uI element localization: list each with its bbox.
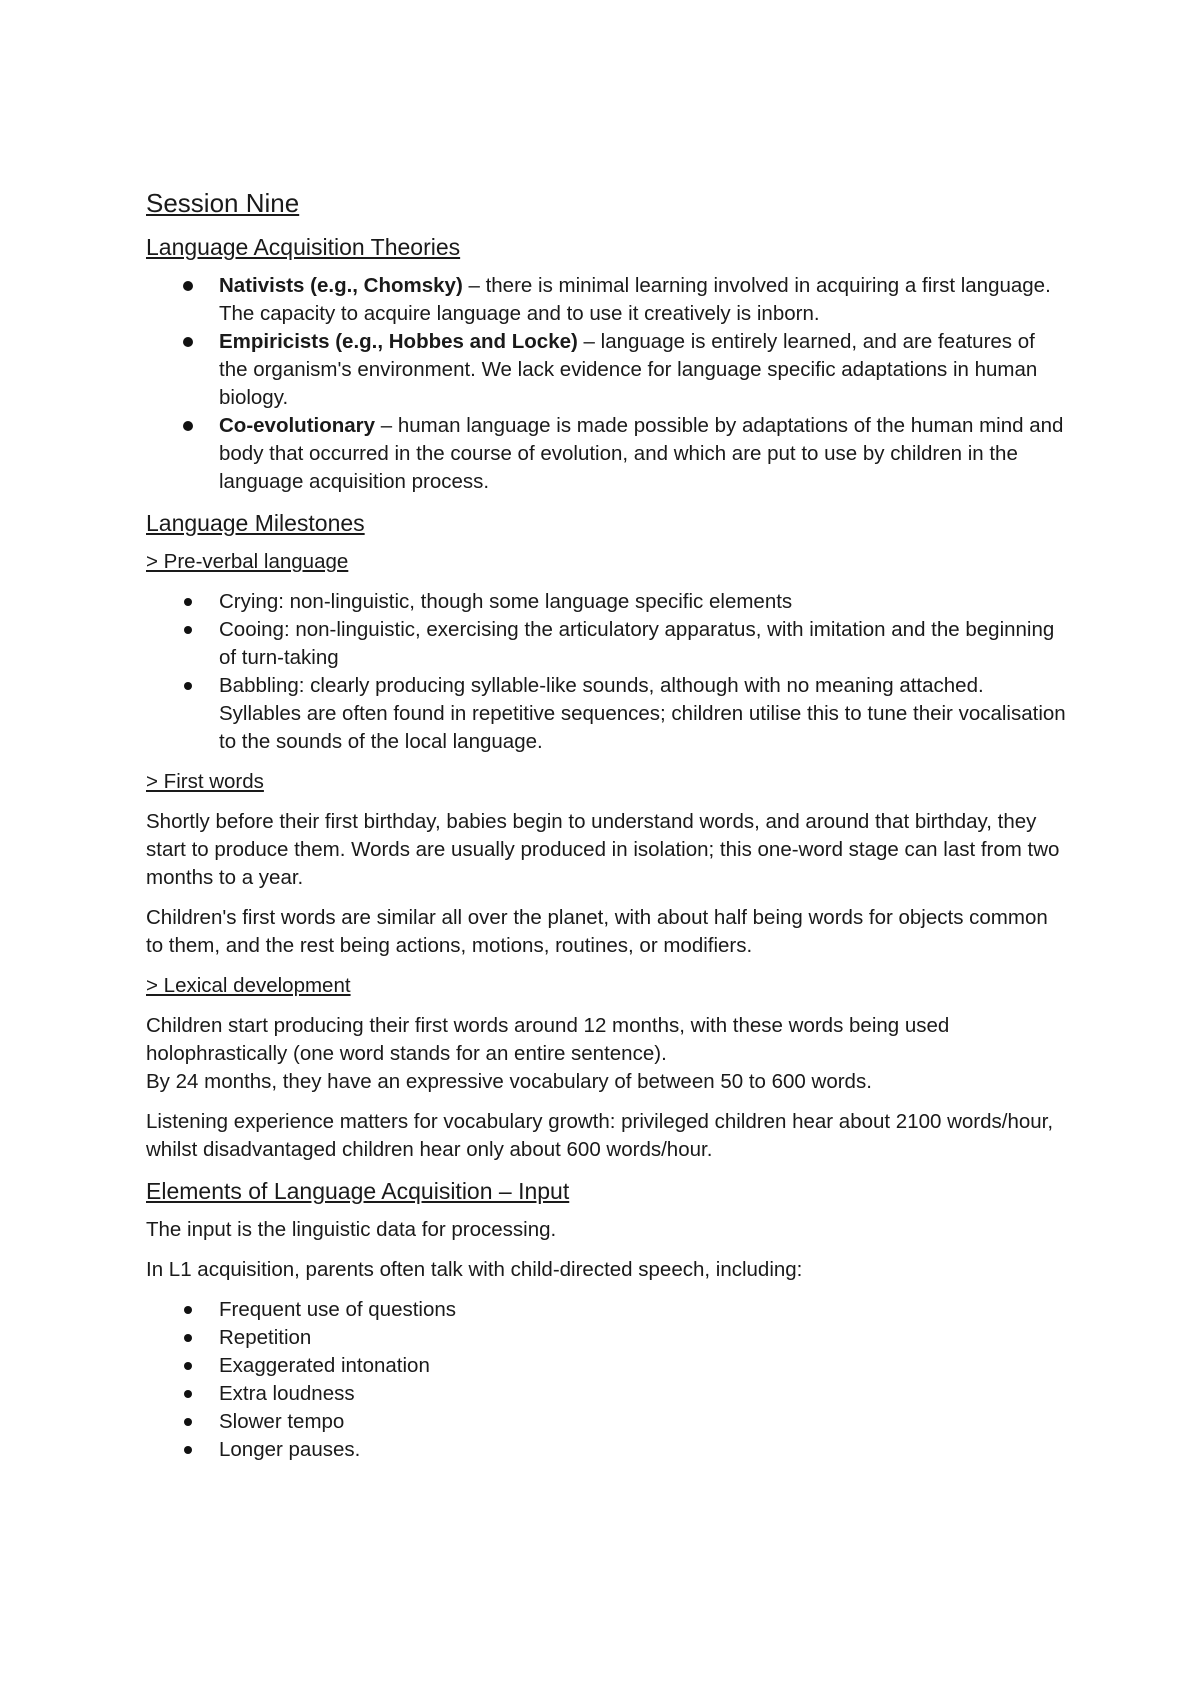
- theory-item-nativists: [146, 272, 1066, 328]
- list-item: [146, 1296, 1066, 1324]
- bullet-icon: [183, 421, 193, 431]
- list-item-text: Frequent use of questions: [219, 1298, 457, 1321]
- list-item: [146, 1436, 1066, 1464]
- bullet-icon: [183, 337, 193, 347]
- bullet-icon: [184, 1446, 192, 1454]
- document-title: Session Nine: [146, 188, 300, 218]
- input-paragraph: In L1 acquisition, parents often talk with child-directed speech, including:: [146, 1258, 803, 1281]
- theory-item-empiricists: [146, 328, 1066, 412]
- theory-description: – language is entirely learned, and are features of the organism's environment. We lack evidence for language specific adaptations in human biology.: [219, 330, 1038, 409]
- bullet-icon: [184, 682, 192, 690]
- list-item: [146, 672, 1066, 756]
- bullet-icon: [184, 1334, 192, 1342]
- lexical-line: Children start producing their first words around 12 months, with these words being used holophrastically (one word stands for an entire sentence).: [146, 1014, 950, 1065]
- lexical-line: By 24 months, they have an expressive vocabulary of between 50 to 600 words.: [146, 1070, 872, 1093]
- list-item-text: Extra loudness: [219, 1382, 355, 1405]
- input-heading: Elements of Language Acquisition – Input: [146, 1178, 570, 1204]
- first-words-paragraph: Shortly before their first birthday, babies begin to understand words, and around that birthday, they start to produce them. Words are usually produced in isolation; this one-word stage can last from two months to a year.: [146, 810, 1060, 889]
- list-item: [146, 1380, 1066, 1408]
- document-page: [146, 186, 1066, 1476]
- lexical-heading: > Lexical development: [146, 974, 351, 997]
- theory-description: – human language is made possible by adaptations of the human mind and body that occurred in the course of evolution, and which are put to use by children in the language acquisition process.: [219, 414, 1064, 493]
- bullet-icon: [184, 1418, 192, 1426]
- list-item-text: Exaggerated intonation: [219, 1354, 430, 1377]
- list-item: [146, 1408, 1066, 1436]
- theories-heading: Language Acquisition Theories: [146, 234, 461, 260]
- bullet-icon: [184, 598, 192, 606]
- input-list: [146, 1296, 1066, 1464]
- list-item-text: Longer pauses.: [219, 1438, 361, 1461]
- bullet-icon: [183, 281, 193, 291]
- theories-list: [146, 272, 1066, 496]
- lexical-paragraph: [146, 1012, 1066, 1096]
- list-item: [146, 588, 1066, 616]
- list-item: [146, 1324, 1066, 1352]
- list-item-text: Cooing: non-linguistic, exercising the articulatory apparatus, with imitation and the beginning of turn-taking: [219, 618, 1055, 669]
- input-paragraph: The input is the linguistic data for processing.: [146, 1218, 557, 1241]
- bullet-icon: [184, 1390, 192, 1398]
- theory-term: Empiricists (e.g., Hobbes and Locke): [219, 330, 578, 353]
- list-item: [146, 616, 1066, 672]
- theory-item-coevolutionary: [146, 412, 1066, 496]
- theory-term: Nativists (e.g., Chomsky): [219, 274, 463, 297]
- bullet-icon: [184, 1306, 192, 1314]
- theory-description: – there is minimal learning involved in acquiring a first language. The capacity to acquire language and to use it creatively is inborn.: [219, 274, 1051, 325]
- preverbal-list: [146, 588, 1066, 756]
- bullet-icon: [184, 626, 192, 634]
- list-item-text: Crying: non-linguistic, though some language specific elements: [219, 590, 793, 613]
- list-item-text: Babbling: clearly producing syllable-like sounds, although with no meaning attached. Syllables are often found in repetitive sequences; children utilise this to tune their vocalisation to the sounds of the local language.: [219, 674, 1066, 753]
- lexical-paragraph: Listening experience matters for vocabulary growth: privileged children hear about 2100 words/hour, whilst disadvantaged children hear only about 600 words/hour.: [146, 1110, 1054, 1161]
- list-item-text: Repetition: [219, 1326, 312, 1349]
- list-item: [146, 1352, 1066, 1380]
- milestones-heading: Language Milestones: [146, 510, 365, 536]
- preverbal-heading: > Pre-verbal language: [146, 550, 349, 573]
- first-words-paragraph: Children's first words are similar all over the planet, with about half being words for objects common to them, and the rest being actions, motions, routines, or modifiers.: [146, 906, 1048, 957]
- list-item-text: Slower tempo: [219, 1410, 345, 1433]
- first-words-heading: > First words: [146, 770, 264, 793]
- theory-term: Co-evolutionary: [219, 414, 376, 437]
- bullet-icon: [184, 1362, 192, 1370]
